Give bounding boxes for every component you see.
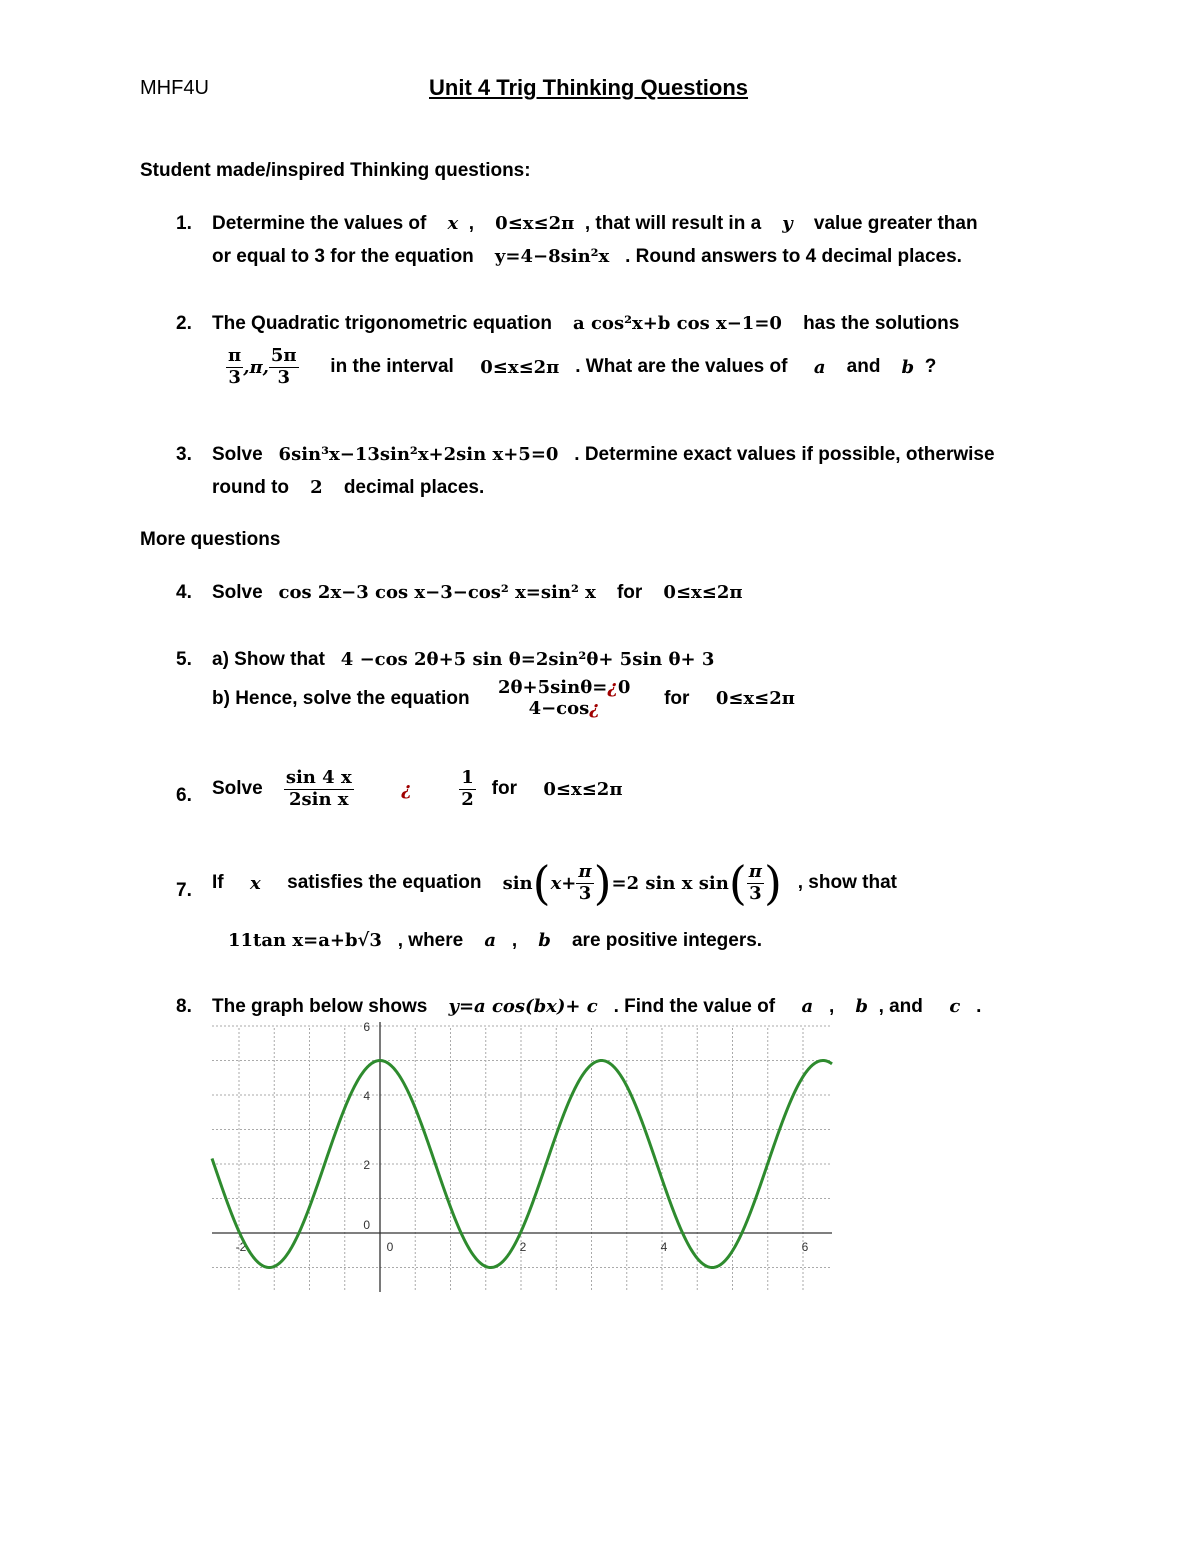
- q1-line2: or equal to 3 for the equation y=4−8sin²x . Round answers to 4 decimal places.: [212, 246, 962, 267]
- q8-number: 8.: [176, 996, 192, 1017]
- q3-line2: round to 2 decimal places.: [212, 477, 485, 498]
- q6-line: Solve $\frac{\sin 4 x}{\text{2sin x}}$ ¿ $\frac{1}{2}$ for 0≤x≤2π: [212, 767, 623, 810]
- cosine-graph: [200, 1020, 850, 1300]
- q2-line1: The Quadratic trigonometric equation a cos²x+b cos x−1=0 has the solutions: [212, 313, 960, 334]
- q5-part-b: b) Hence, solve the equation 2θ+5sinθ=¿0 4−cos¿ for 0≤x≤2π: [212, 677, 795, 719]
- q5-number: 5.: [176, 649, 192, 670]
- q7-line2: 11tan x=a+b√3 , where a , b are positive integers.: [228, 930, 763, 951]
- q3-number: 3.: [176, 444, 192, 465]
- y-tick-label: 0: [363, 1218, 370, 1232]
- fraction-5pi-over-3: $\frac{5\pi}{3}$: [270, 345, 297, 388]
- y-tick-label: 2: [363, 1158, 370, 1172]
- x-tick-label: 0: [386, 1240, 394, 1254]
- q7-line1: If x satisfies the equation sin ( x+ $\frac{\pi}{3}$ ) =2 sin x sin ( $\frac{\pi}{3}$ ) , show that: [212, 856, 897, 910]
- q1-line1: Determine the values of x , 0≤x≤2π , that will result in a y value greater than: [212, 213, 978, 234]
- y-tick-label: 6: [363, 1020, 370, 1034]
- q6-fraction-half: $\frac{1}{2}$: [461, 767, 474, 810]
- q8-line: The graph below shows y=a cos(bx)+ c . Find the value of a , b , and c .: [212, 996, 982, 1017]
- q7-number: 7.: [176, 880, 192, 901]
- q4-line: Solve cos 2x−3 cos x−3−cos² x=sin² x for 0≤x≤2π: [212, 582, 743, 603]
- x-tick-label: -2: [235, 1240, 247, 1254]
- y-tick-label: 4: [363, 1089, 370, 1103]
- page-title: Unit 4 Trig Thinking Questions: [429, 75, 749, 100]
- q1-number: 1.: [176, 213, 192, 234]
- q6-fraction-left: $\frac{\sin 4 x}{\text{2sin x}}$: [285, 767, 352, 810]
- q5-part-a: a) Show that 4 −cos 2θ+5 sin θ=2sin²θ+ 5sin θ+ 3: [212, 649, 715, 670]
- q5-fraction: 2θ+5sinθ=¿0 4−cos¿: [498, 677, 631, 719]
- course-code: MHF4U: [140, 77, 209, 99]
- q4-number: 4.: [176, 582, 192, 603]
- fraction-pi-over-3: $\frac{\pi}{3}$: [228, 345, 242, 388]
- more-questions-heading: More questions: [140, 529, 281, 550]
- q6-number: 6.: [176, 785, 192, 806]
- q2-number: 2.: [176, 313, 192, 334]
- x-tick-label: 4: [660, 1240, 668, 1254]
- q2-line2: $\frac{\pi}{3}$ ,π, $\frac{5\pi}{3}$ in the interval 0≤x≤2π . What are the values of a and b ?: [228, 345, 937, 388]
- x-tick-label: 6: [801, 1240, 809, 1254]
- student-questions-heading: Student made/inspired Thinking questions:: [140, 160, 531, 181]
- x-tick-label: 2: [519, 1240, 527, 1254]
- q7-equation: sin ( x+ $\frac{\pi}{3}$ ) =2 sin x sin ( $\frac{\pi}{3}$ ): [502, 856, 782, 910]
- q3-line1: Solve 6sin³x−13sin²x+2sin x+5=0 . Determine exact values if possible, otherwise: [212, 444, 995, 465]
